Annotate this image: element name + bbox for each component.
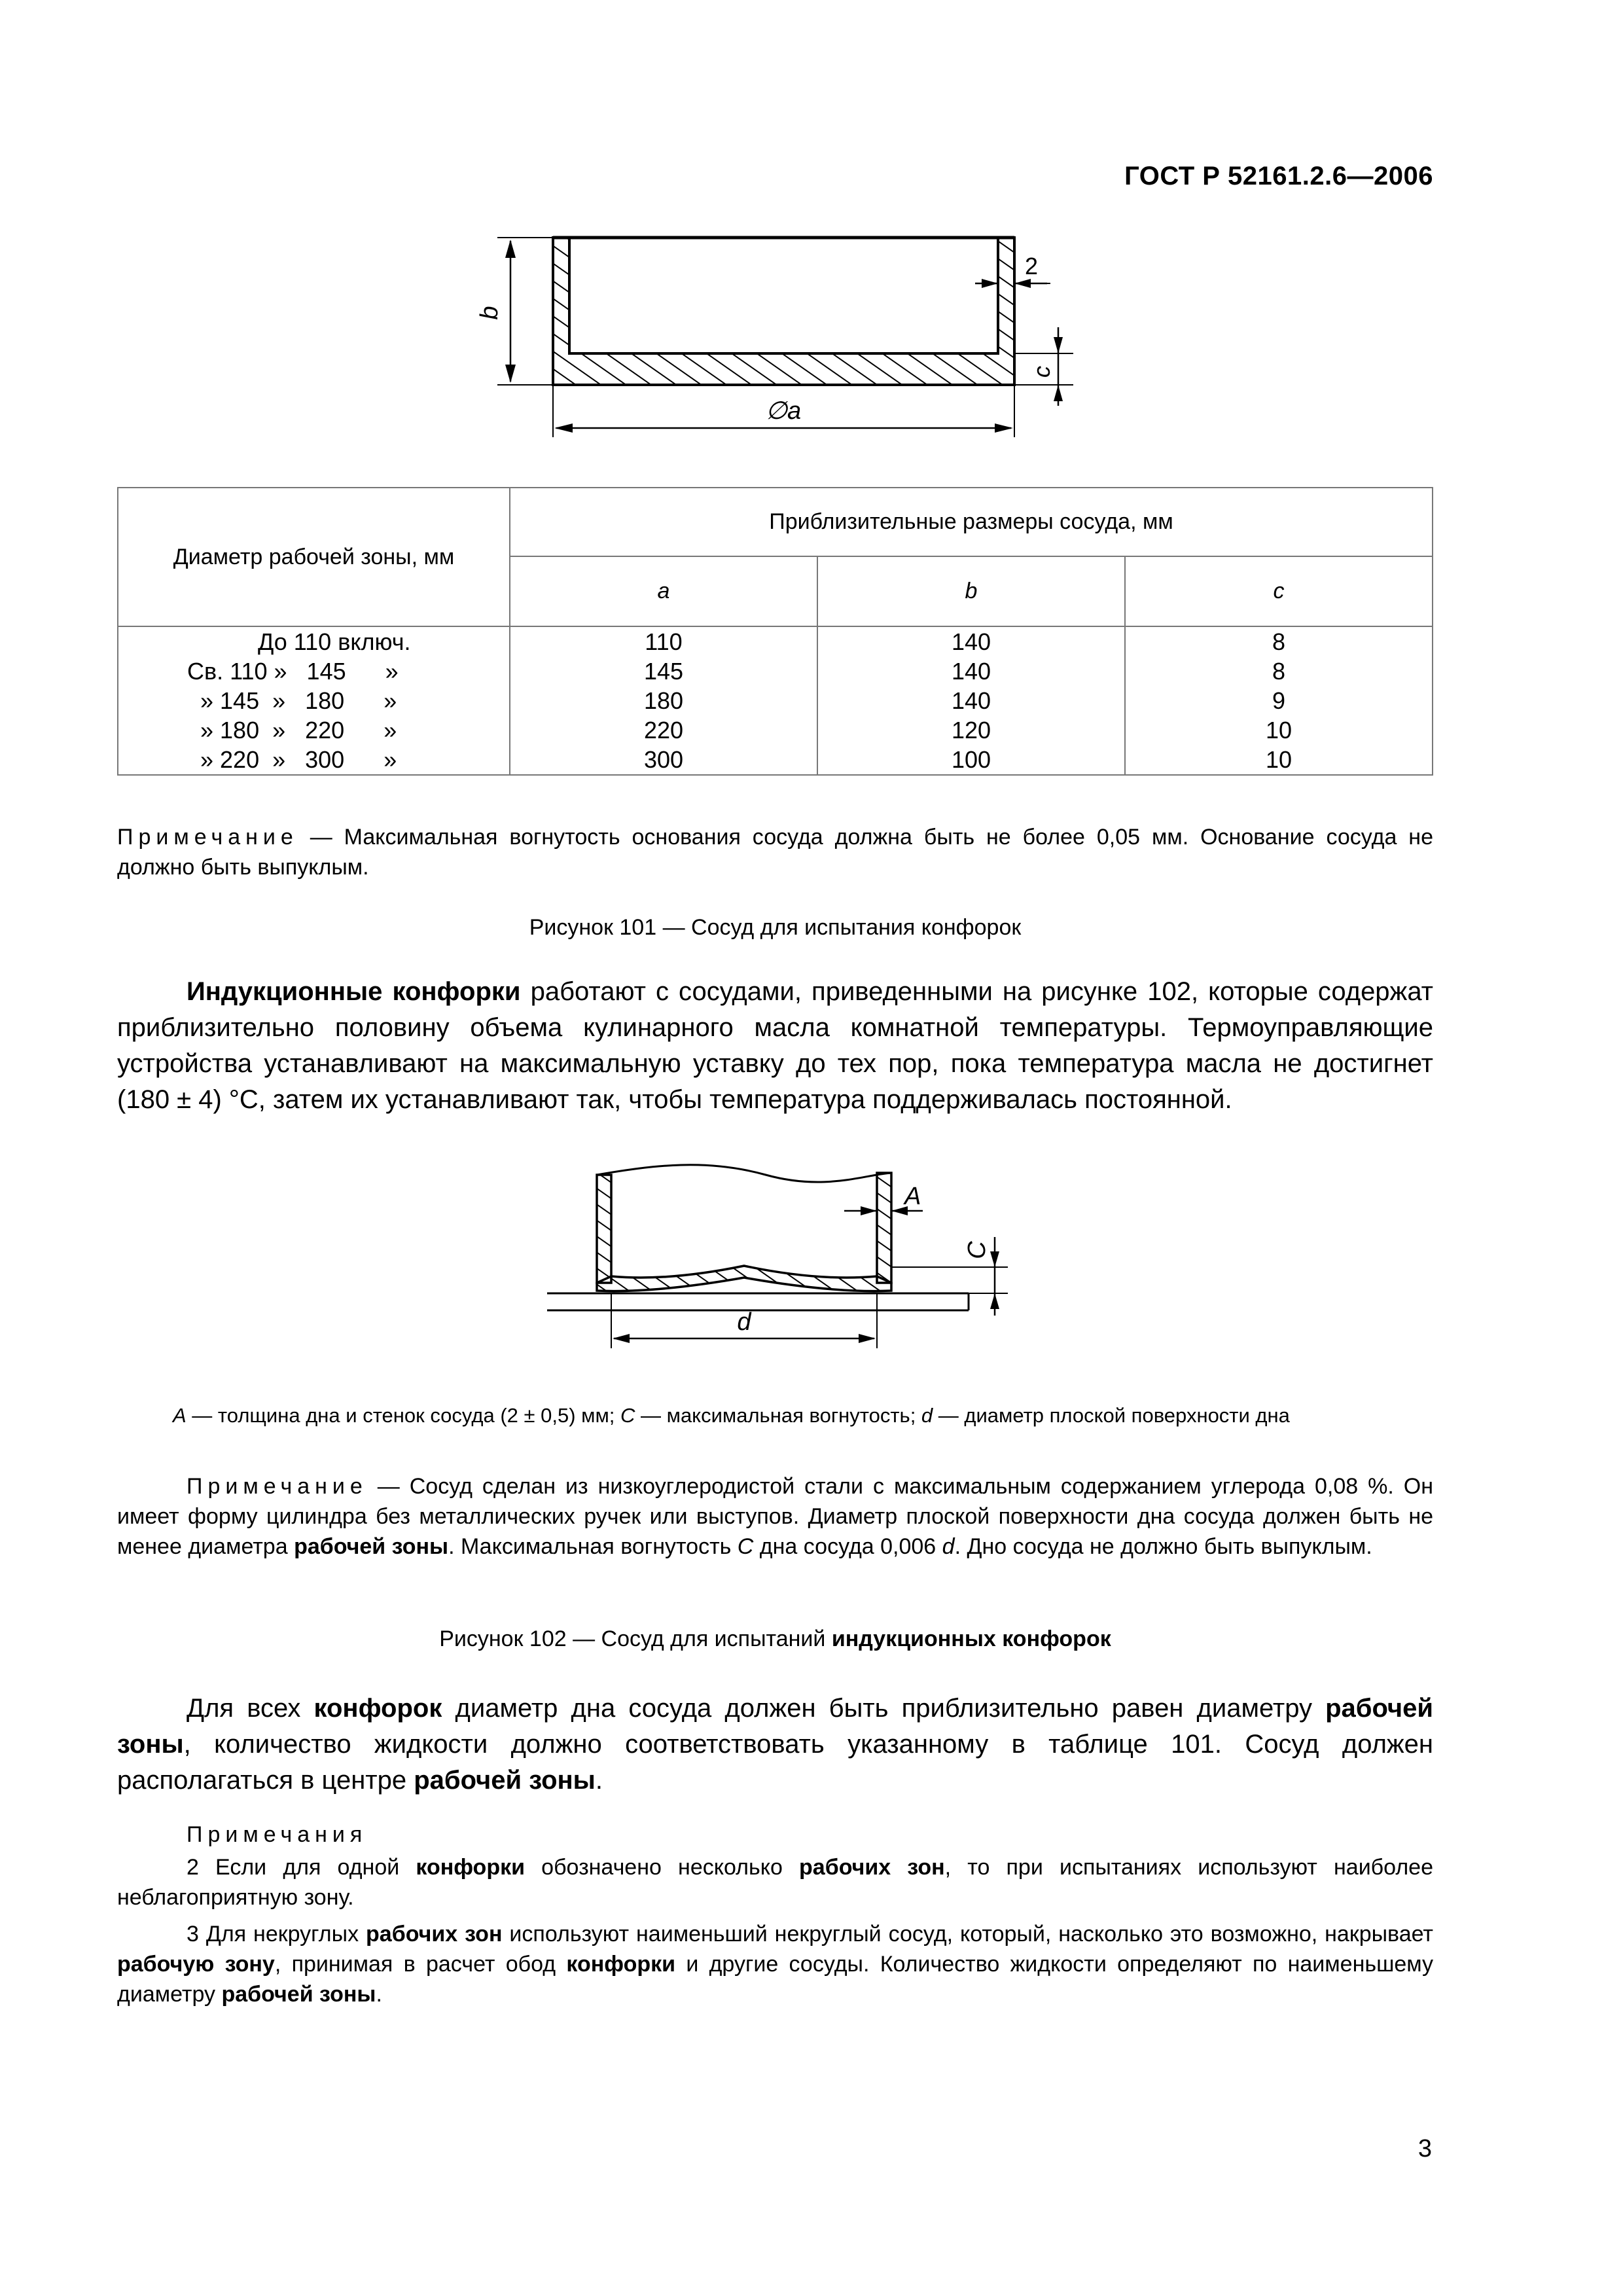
note3-text: , принимая в расчет обод [274, 1952, 567, 1977]
b-value: 100 [951, 746, 991, 773]
note2-text: 2 Если для одной [187, 1855, 416, 1880]
paragraph-all-burners [117, 1691, 1433, 1799]
b-value: 120 [951, 717, 991, 744]
note3-text: используют наименьший некруглый сосуд, который, насколько это возможно, накрывает [502, 1922, 1433, 1946]
range-0: До 110 включ. [258, 628, 411, 655]
legend-d: d [921, 1404, 933, 1427]
paragraph-induction [117, 974, 1433, 1118]
page-number: 3 [1418, 2135, 1432, 2162]
note-text: . Максимальная вогнутость [448, 1534, 738, 1559]
table-head-group: Приблизительные размеры сосуда, мм [510, 488, 1433, 556]
note2-bold: рабочих зон [799, 1855, 945, 1880]
figure-102-drawing [0, 1139, 1623, 1401]
figure-102-legend [173, 1404, 1290, 1427]
note-label: Примечание [117, 825, 298, 850]
legend-C-text: — максимальная вогнутость; [635, 1404, 921, 1427]
table-head-c: c [1125, 556, 1433, 626]
para2-text: , количество жидкости должно соответствовать указанному в таблице 101. Сосуд должен располагаться в центре [117, 1730, 1433, 1795]
a-value: 220 [643, 717, 684, 744]
para2-text: диаметр дна сосуда должен быть приблизительно равен диаметру [442, 1694, 1326, 1723]
c-value: 8 [1272, 628, 1286, 655]
note2-text: обозначено несколько [525, 1855, 800, 1880]
note-text: . Дно сосуда не должно быть выпуклым. [954, 1534, 1372, 1559]
a-value: 180 [643, 687, 684, 714]
table-body-row [118, 626, 1433, 775]
caption-text: Рисунок 102 — Сосуд для испытаний [439, 1626, 832, 1651]
c-value: 9 [1272, 687, 1286, 714]
range-3: » 180 » 220 » [187, 717, 397, 744]
note2-bold: конфорки [416, 1855, 526, 1880]
a-value: 145 [643, 658, 684, 685]
range-2: » 145 » 180 » [187, 687, 397, 714]
figure-101-note [117, 822, 1433, 882]
vessel-right-wall [877, 1173, 891, 1283]
note-2 [117, 1852, 1433, 1912]
legend-A: A [173, 1404, 187, 1427]
c-value: 10 [1265, 746, 1293, 773]
note3-bold: рабочих зон [366, 1922, 503, 1946]
para2-text: . [595, 1766, 603, 1795]
note-bold: рабочей зоны [294, 1534, 449, 1559]
para1-bold: Индукционные конфорки [187, 977, 521, 1006]
note-text: — Максимальная вогнутость основания сосуда должна быть не более 0,05 мм. Основание сосуда не должно быть выпуклым. [117, 825, 1433, 880]
dim-A-label: A [904, 1183, 921, 1210]
legend-d-text: — диаметр плоской поверхности дна [933, 1404, 1290, 1427]
para2-text: Для всех [187, 1694, 314, 1723]
note-text: — Сосуд сделан из низкоуглеродистой стали с максимальным содержанием углерода 0,08 %. Он имеет форму цилиндра без металлических ручек или выступов. Диаметр плоской поверхности дна сосуда должен быть не менее диаметра [117, 1474, 1433, 1559]
vessel-left-wall [597, 1175, 611, 1283]
figure-101-caption: Рисунок 101 — Сосуд для испытания конфорок [529, 915, 1022, 940]
para2-bold: конфорок [313, 1694, 442, 1723]
note-label: Примечание [187, 1474, 368, 1499]
note-italic: d [942, 1534, 955, 1559]
note3-bold: конфорки [566, 1952, 676, 1977]
b-value: 140 [951, 628, 991, 655]
vessel-break-line [597, 1165, 891, 1182]
note-3 [117, 1919, 1433, 2009]
table-head-a: a [510, 556, 817, 626]
table-head-diameter: Диаметр рабочей зоны, мм [118, 488, 510, 626]
notes-heading: Примечания [187, 1822, 368, 1847]
vessel-section [553, 238, 1014, 385]
b-value: 140 [951, 687, 991, 714]
note3-text: . [376, 1982, 382, 2007]
standard-header: ГОСТ Р 52161.2.6—2006 [1124, 162, 1433, 190]
table-head-b: b [817, 556, 1125, 626]
c-value: 8 [1272, 658, 1286, 685]
note3-text: и другие сосуды. Количество жидкости определяют по наименьшему диаметру [117, 1952, 1434, 2007]
range-4: » 220 » 300 » [187, 746, 397, 773]
para1-text: работают с сосудами, приведенными на рисунке 102, которые содержат приблизительно половину объема кулинарного масла комнатной температуры. Термоуправляющие устройства устанавливают на максимальную уставку до тех пор, пока температура масла не достигнет (180 ± 4) °С, затем их устанавливают так, чтобы температура поддерживалась постоянной. [117, 977, 1434, 1114]
a-value: 110 [645, 628, 683, 655]
c-values-cell [1125, 626, 1433, 775]
dim-C-label: C [963, 1241, 991, 1259]
dim-diameter-label: ∅a [765, 397, 802, 425]
note3-bold: рабочей зоны [221, 1982, 376, 2007]
note-text: дна сосуда 0,006 [753, 1534, 942, 1559]
note-italic: C [737, 1534, 754, 1559]
note3-text: 3 Для некруглых [187, 1922, 366, 1946]
range-cell [118, 626, 510, 775]
note3-bold: рабочую зону [117, 1952, 275, 1977]
dimensions-table [117, 487, 1433, 776]
legend-A-text: — толщина дна и стенок сосуда (2 ± 0,5) мм; [186, 1404, 621, 1427]
caption-bold: индукционных конфорок [831, 1626, 1111, 1651]
figure-101-drawing [0, 0, 1623, 471]
c-value: 10 [1265, 717, 1293, 744]
para2-bold: рабочей зоны [414, 1766, 596, 1795]
a-value: 300 [643, 746, 684, 773]
vessel-bottom [597, 1266, 891, 1291]
dim-d-label: d [737, 1308, 751, 1336]
range-1: Св. 110 » 145 » [187, 658, 399, 685]
figure-102-caption [117, 1626, 1433, 1652]
legend-C: C [620, 1404, 635, 1427]
b-values-cell [817, 626, 1125, 775]
para2-bold: рабочей зоны [117, 1694, 1433, 1759]
b-value: 140 [951, 658, 991, 685]
figure-102-note [117, 1471, 1433, 1562]
note2-text: , то при испытаниях используют наиболее неблагоприятную зону. [117, 1855, 1433, 1910]
dim-2-label: 2 [1025, 253, 1039, 279]
dim-c-label: c [1028, 366, 1055, 378]
dim-b-label: b [476, 306, 503, 320]
a-values-cell [510, 626, 817, 775]
